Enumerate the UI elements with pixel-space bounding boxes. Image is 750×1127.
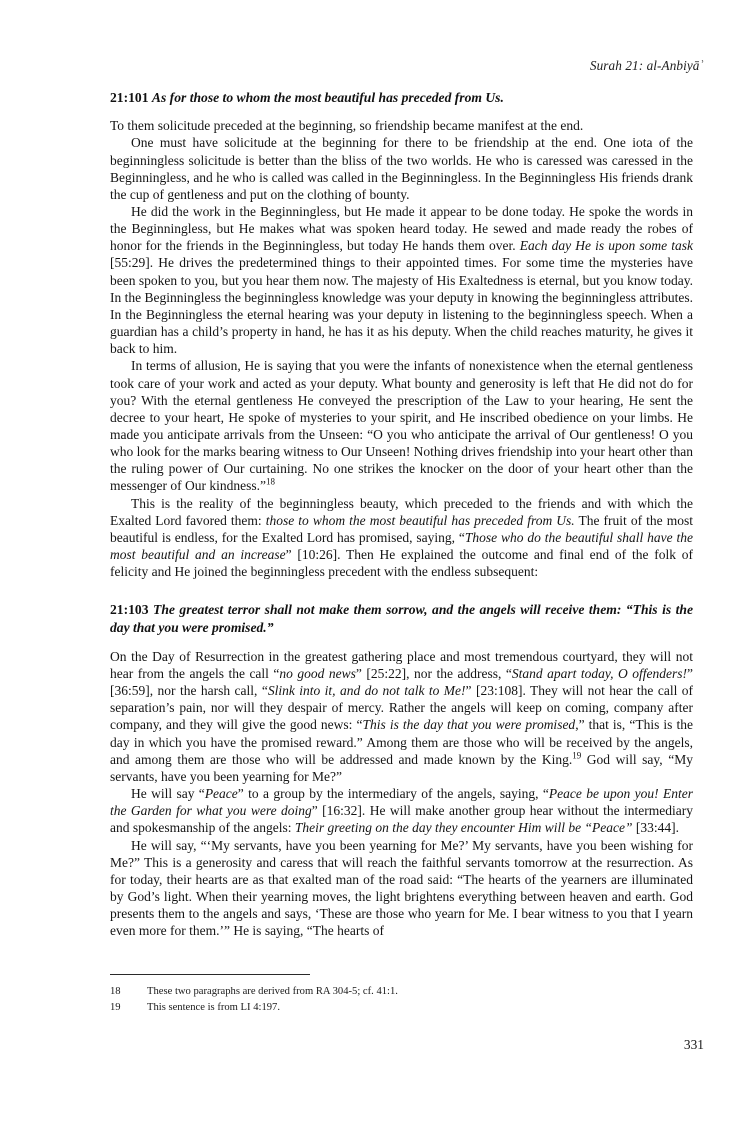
footnote-18 — [110, 984, 693, 1000]
quran-quote-16-32: Peace be upon you! Enter the Garden for what you were doing — [110, 786, 693, 819]
quran-quote-promised-day: This is the day that you were promised — [362, 717, 576, 733]
paragraph-6-part-c: ” [36:59], nor the harsh call, “ — [110, 665, 693, 699]
paragraph-7-part-c: ” [16:32]. He will make another group hear without the intermediary and spokesmanship of the angels: — [110, 803, 693, 836]
footnote-text: This sentence is from LI 4:197. — [147, 1002, 280, 1013]
quran-quote-55-29: Each day He is upon some task — [519, 238, 693, 254]
footnote-number: 18 — [110, 986, 121, 997]
section-spacer — [110, 580, 693, 590]
quran-quote-23-108: Slink into it, and do not talk to Me! — [267, 683, 466, 699]
quran-quote-10-26: Those who do the beautiful shall have the most beautiful and an increase — [110, 529, 693, 563]
running-head: Surah 21: al-Anbiyāʾ — [589, 58, 704, 73]
paragraph-6-part-e: ,” that is, “This is the day in which you have the promised reward.” Among them are those who will be received by the angels, and among them are those who will be addressed and made known by the King. — [110, 717, 693, 767]
quran-quote-25-22: no good news — [279, 665, 356, 681]
paragraph-5-part-a: This is the reality of the beginningless beauty, which preceded to the friends and with which the Exalted Lord favored them: — [110, 495, 693, 528]
paragraph-5-part-c: ” [10:26]. Then He explained the outcome and final end of the folk of felicity and He joined the beginningless precedent with the endless subsequent: — [110, 547, 693, 580]
paragraph-6-part-f: God will say, “My servants, have you been yearning for Me?” — [110, 751, 693, 784]
paragraph-8: He will say, “‘My servants, have you been yearning for Me?’ My servants, have you been wishing for Me?” This is a generosity and caress that will reach the faithful servants tomorrow at the resurrection. As for today, their hearts are as that exalted man of the road said: “The hearts of the yearners are illuminated by God’s light. When their yearning moves, the light brightens everything between heaven and earth. God presents them to the angels and says, ‘These are those who yearn for Me. I bear witness to you that I yearn even more for them.’” He is saying, “The hearts of — [110, 837, 693, 939]
paragraph-3-part-a: He did the work in the Beginningless, but He made it appear to be done today. He spoke the words in the Beginningless, but He makes what was spoken heard today. He sewed and made ready the robes of honor for the friends in the Beginningless, but today He hands them over. — [110, 203, 693, 254]
page-content — [110, 89, 693, 939]
paragraph-7-part-a: He will say “ — [131, 786, 205, 802]
quran-quote-21-101: those to whom the most beautiful has preceded from Us. — [265, 512, 575, 528]
verse-heading-21-101 — [110, 89, 693, 106]
verse-text: The greatest terror shall not make them sorrow, and the angels will receive them: “This is the day that you were promised.” — [110, 602, 693, 635]
footnote-19 — [110, 1000, 693, 1016]
paragraph-4-text: In terms of allusion, He is saying that you were the infants of nonexistence when the eternal gentleness took care of your work and acted as your deputy. What bounty and generosity is left that He did not do for you? With the eternal gentleness He conveyed the prescription of the Law to your hearing, He sent the decree to your heart, He spoke of mysteries to your spirit, and He inscribed obedience on your limbs. He made you anticipate arrivals from the Unseen: “O you who anticipate the arrival of Our gentleness! O you who look for the marks bearing witness to Our Unseen! Nothing drives friendship into your heart other than the ruling power of Our curtaining. No one strikes the knocker on the door of your heart other than the messenger of Our kindness.” — [110, 358, 693, 494]
verse-number: 21:101 — [110, 90, 149, 105]
footnote-text: These two paragraphs are derived from RA 304-5; cf. 41:1. — [147, 986, 398, 997]
paragraph-2: One must have solicitude at the beginning for there to be friendship at the end. One iota of the beginningless solicitude is better than the bliss of the two worlds. He who is caressed was caressed in the Beginningless, and he who is called was called in the Beginningless. In the Beginningless His friends drank the cup of gentleness and put on the clothing of bounty. — [110, 135, 693, 202]
footnote-area — [110, 974, 693, 1016]
verse-heading-21-103 — [110, 601, 693, 635]
quran-quote-36-59: Stand apart today, O offenders! — [511, 665, 687, 681]
verse-text: As for those to whom the most beautiful has preceded from Us. — [151, 90, 504, 105]
footnote-ref-19[interactable]: 19 — [572, 750, 582, 761]
paragraph-3-part-b: [55:29]. He drives the predetermined things to their appointed times. For some time the mysteries have been spoken to you, but you hear them now. The majesty of His Exaltedness is eternal, but you know today. In the Beginningless the beginningless knowledge was your deputy in knowing the beginningless attributes. In the Beginningless the eternal hearing was your deputy in listening to the beginningless speech. When a guardian has a child’s property in hand, he has it as his deputy. When the child reaches maturity, he gives it back to him. — [110, 255, 693, 357]
footnote-separator-rule — [110, 974, 310, 975]
paragraph-7 — [110, 785, 693, 836]
paragraph-7-part-b: ” to a group by the intermediary of the angels, saying, “ — [237, 786, 549, 802]
page-number: 331 — [683, 1037, 704, 1052]
verse-number: 21:103 — [110, 602, 149, 618]
footnote-ref-18[interactable]: 18 — [265, 476, 275, 487]
footnote-number: 19 — [110, 1002, 121, 1013]
quran-quote-peace: Peace — [204, 786, 238, 802]
paragraph-5 — [110, 495, 693, 581]
paragraph-6-part-b: ” [25:22], nor the address, “ — [355, 665, 512, 681]
paragraph-1: To them solicitude preceded at the beginning, so friendship became manifest at the end. — [110, 118, 584, 134]
paragraph-3 — [110, 203, 693, 357]
paragraph-7-part-d: [33:44]. — [632, 820, 680, 836]
paragraph-4 — [110, 357, 693, 494]
quran-quote-33-44: Their greeting on the day they encounter Him will be “Peace” — [294, 820, 633, 836]
paragraph-6-part-a: On the Day of Resurrection in the greatest gathering place and most tremendous courtyard, they will not hear from the angels the call “ — [110, 648, 693, 681]
paragraph-6 — [110, 648, 693, 785]
paragraph-5-part-b: The fruit of the most beautiful is endless, for the Exalted Lord has promised, saying, “ — [110, 512, 693, 545]
paragraph-6-part-d: ” [23:108]. They will not hear the call of separation’s pain, nor will they despair of mercy. Rather the angels will keep on coming, company after company, and they will give the good news: “ — [110, 683, 693, 733]
